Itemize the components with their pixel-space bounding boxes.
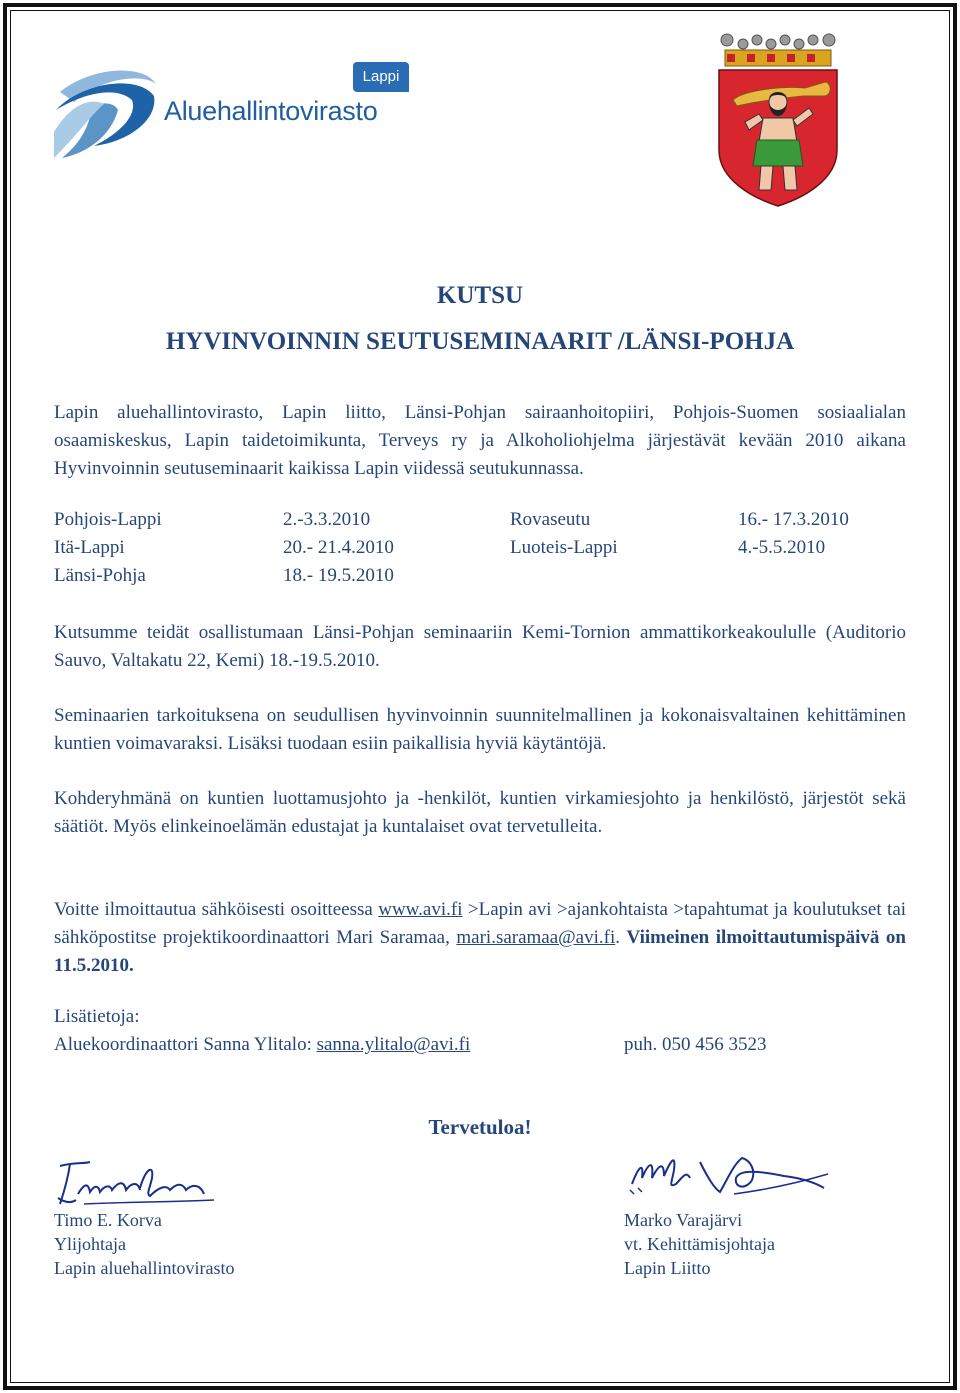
intro-paragraph: Lapin aluehallintovirasto, Lapin liitto, Länsi-Pohjan sairaanhoitopiiri, Pohjois-Suomen sosiaalialan osaamiskeskus, Lapin taidetoimikunta, Terveys ry ja Alkoholiohjelma järjestävät kevään 2010 aikana Hyvinvoinnin seutuseminaarit kaikissa Lapin viidessä seutukunnassa. xyxy=(54,402,906,479)
schedule-date: 2.-3.3.2010 xyxy=(283,509,371,530)
schedule-date: 20.- 21.4.2010 xyxy=(283,537,394,558)
signatory-org: Lapin aluehallintovirasto xyxy=(54,1258,235,1278)
contact-email-link[interactable]: sanna.ylitalo@avi.fi xyxy=(316,1034,471,1055)
schedule-date: 4.-5.5.2010 xyxy=(738,537,826,558)
info-contact xyxy=(54,1034,470,1056)
seminar-title: HYVINVOINNIN SEUTUSEMINAARIT /LÄNSI-POHJA xyxy=(165,328,795,355)
signatory-right xyxy=(624,1208,775,1280)
schedule-date: 18.- 19.5.2010 xyxy=(283,565,394,586)
registration-path-text: >Lapin avi >ajankohtaista >tapahtumat ja koulutukset tai sähköpostitse projektikoordinaattori Mari Saramaa, xyxy=(54,899,907,948)
registration-text: Voitte ilmoittautua sähköisesti osoitteessa xyxy=(54,899,373,920)
logo-region-badge: Lappi xyxy=(353,62,409,92)
closing-greeting: Tervetuloa! xyxy=(428,1115,532,1139)
schedule-region: Itä-Lappi xyxy=(54,537,125,558)
period: . xyxy=(615,926,627,948)
avi-website-link[interactable]: www.avi.fi xyxy=(378,899,463,920)
registration-deadline: Viimeinen ilmoittautumispäivä on 11.5.2010. xyxy=(54,926,906,976)
signature-korva-icon xyxy=(54,1158,224,1214)
signatory-left xyxy=(54,1208,234,1280)
target-group-paragraph: Kohderyhmänä on kuntien luottamusjohto ja -henkilöt, kuntien virkamiesjohto ja henkilöstö, järjestöt sekä säätiöt. Myös elinkeinoelämän edustajat ja kuntalaiset ovat tervetulleita. xyxy=(54,788,906,837)
schedule-date: 16.- 17.3.2010 xyxy=(738,509,849,530)
contact-phone: puh. 050 456 3523 xyxy=(624,1034,767,1055)
contact-prefix: Aluekoordinaattori Sanna Ylitalo: xyxy=(54,1034,312,1055)
signatory-name: Marko Varajärvi xyxy=(624,1210,743,1230)
signatory-name: Timo E. Korva xyxy=(54,1210,162,1230)
registration-paragraph xyxy=(54,896,906,979)
schedule-region: Pohjois-Lappi xyxy=(54,509,162,530)
signatory-title: Ylijohtaja xyxy=(54,1234,126,1254)
schedule-region: Länsi-Pohja xyxy=(54,565,146,586)
coordinator-email-link[interactable]: mari.saramaa@avi.fi xyxy=(456,926,616,948)
purpose-paragraph: Seminaarien tarkoituksena on seudullisen hyvinvoinnin suunnitelmallinen ja kokonaisvaltainen kehittäminen kuntien voimavaraksi. Lisäksi tuodaan esiin paikallisia hyviä käytäntöjä. xyxy=(54,705,906,754)
lapland-coat-of-arms-icon xyxy=(713,30,843,210)
signature-varajarvi-icon xyxy=(624,1148,834,1208)
schedule-region: Luoteis-Lappi xyxy=(510,537,618,558)
info-heading: Lisätietoja: xyxy=(54,1006,140,1027)
avi-swoosh-icon xyxy=(52,62,162,162)
invitation-heading: KUTSU xyxy=(436,282,524,309)
signatory-title: vt. Kehittämisjohtaja xyxy=(624,1234,775,1254)
invite-paragraph: Kutsumme teidät osallistumaan Länsi-Pohjan seminaariin Kemi-Tornion ammattikorkeakoululle (Auditorio Sauvo, Valtakatu 22, Kemi) 18.-19.5.2010. xyxy=(54,622,906,671)
schedule-region: Rovaseutu xyxy=(510,509,591,530)
signatory-org: Lapin Liitto xyxy=(624,1258,711,1278)
logo-wordmark: Aluehallintovirasto xyxy=(164,96,378,126)
